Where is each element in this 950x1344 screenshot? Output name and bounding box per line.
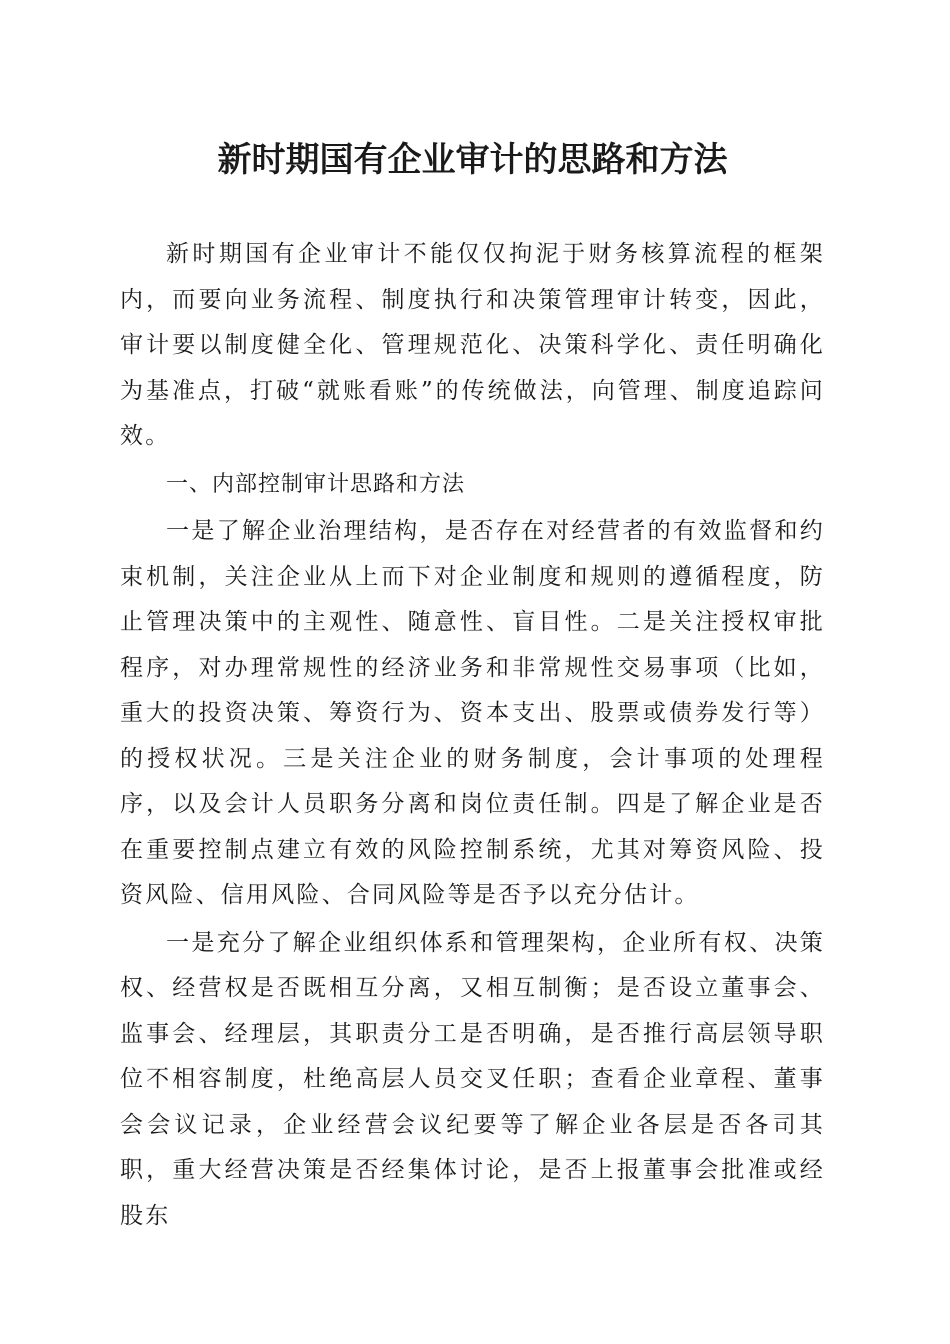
section-heading: 一、内部控制审计思路和方法	[166, 471, 466, 497]
document-title: 新时期国有企业审计的思路和方法	[217, 140, 728, 180]
body-paragraph-1: 一是了解企业治理结构，是否存在对经营者的有效监督和约束机制，关注企业从上而下对企业制度和规则的遵循程度，防止管理决策中的主观性、随意性、盲目性。二是关注授权审批程序，对办理常规性的经济业务和非常规性交易事项（比如，重大的投资决策、筹资行为、资本支出、股票或债券发行等）的授权状况。三是关注企业的财务制度，会计事项的处理程序，以及会计人员职务分离和岗位责任制。四是了解企业是否在重要控制点建立有效的风险控制系统，尤其对筹资风险、投资风险、信用风险、合同风险等是否予以充分估计。	[120, 518, 825, 908]
document-body	[120, 232, 825, 1239]
intro-paragraph: 新时期国有企业审计不能仅仅拘泥于财务核算流程的框架内，而要向业务流程、制度执行和决策管理审计转变，因此，审计要以制度健全化、管理规范化、决策科学化、责任明确化为基准点，打破“就账看账”的传统做法，向管理、制度追踪问效。	[120, 241, 825, 449]
body-paragraph-2: 一是充分了解企业组织体系和管理架构，企业所有权、决策权、经营权是否既相互分离，又相互制衡；是否设立董事会、监事会、经理层，其职责分工是否明确，是否推行高层领导职位不相容制度，杜绝高层人员交叉任职；查看企业章程、董事会会议记录，企业经营会议纪要等了解企业各层是否各司其职，重大经营决策是否经集体讨论，是否上报董事会批准或经股东	[120, 929, 825, 1229]
